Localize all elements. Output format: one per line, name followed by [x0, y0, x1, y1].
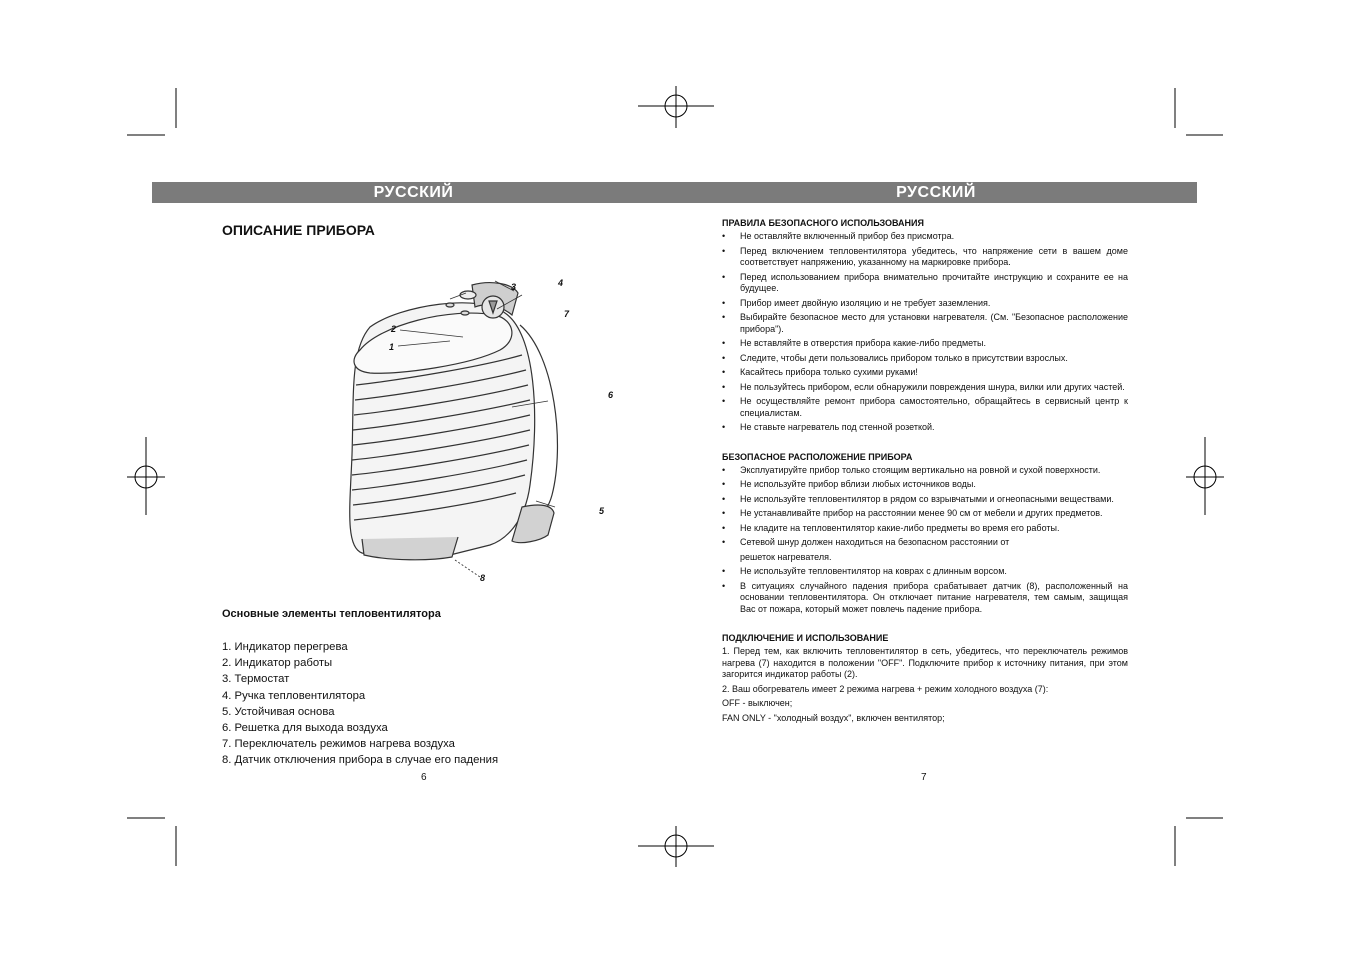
bullet: • [722, 231, 726, 241]
bullet: • [722, 312, 726, 322]
continuation-text: решеток нагревателя. [740, 551, 832, 562]
list-item: • Не используйте тепловентилятор на коврах с длинным ворсом. [722, 566, 1007, 576]
bullet: • [722, 297, 726, 308]
parts-title: Основные элементы тепловентилятора [222, 608, 441, 620]
list-item: • Не оставляйте включенный прибор без присмотра. [722, 231, 955, 241]
list-item: 8. Датчик отключения прибора в случае его падения [222, 754, 499, 767]
bullet: • [722, 367, 726, 377]
list-item: • Не используйте прибор вблизи любых источников воды. [722, 479, 976, 489]
list-item: 4. Ручка тепловентилятора [222, 689, 366, 702]
usage-title: ПОДКЛЮЧЕНИЕ И ИСПОЛЬЗОВАНИЕ [722, 633, 889, 643]
language-header-right: РУССКИЙ [675, 182, 1197, 203]
placement-title: БЕЗОПАСНОЕ РАСПОЛОЖЕНИЕ ПРИБОРА [722, 451, 913, 462]
list-item: • Не кладите на тепловентилятор какие-либо предметы во время его работы. [722, 522, 1060, 533]
list-item: 1. Индикатор перегрева [222, 641, 348, 653]
list-item: 6. Решетка для выхода воздуха [222, 722, 388, 735]
list-item: • Перед включением тепловентилятора убедитесь, что напряжение сети в вашем доме соответствует напряжению, указанному на маркировке прибора. [722, 245, 1128, 267]
list-item: • Не осуществляйте ремонт прибора самостоятельно, обращайтесь в сервисный центр к специалистам. [722, 396, 1128, 418]
parts-list [222, 639, 498, 769]
list-item: • Касайтесь прибора только сухими руками! [722, 367, 918, 377]
usage-paragraph: 1. Перед тем, как включить тепловентилятор в сеть, убедитесь, что переключатель режимов нагрева (7) находится в положении "OFF". Подключите прибор к источнику питания, при этом загорится индикатор работы (2). [722, 646, 1128, 679]
callout-8: 8 [480, 573, 486, 583]
page-number-left: 6 [421, 772, 427, 783]
bullet: • [722, 522, 726, 533]
list-item: • Не вставляйте в отверстия прибора какие-либо предметы. [722, 338, 986, 348]
list-item: 2. Индикатор работы [222, 657, 333, 670]
safety-title: ПРАВИЛА БЕЗОПАСНОГО ИСПОЛЬЗОВАНИЯ [722, 218, 924, 228]
bullet: • [722, 381, 726, 392]
bullet: • [722, 352, 726, 363]
bullet: • [722, 422, 726, 432]
list-item: • Не ставьте нагреватель под стенной розеткой. [722, 422, 935, 432]
usage-paragraph: FAN ONLY - "холодный воздух", включен вентилятор; [722, 712, 945, 723]
list-item: • Выбирайте безопасное место для установки нагревателя. (См. "Безопасное расположение прибора"). [722, 312, 1128, 334]
list-item: 3. Термостат [222, 673, 290, 686]
callout-7: 7 [564, 309, 570, 319]
right-page [722, 217, 1128, 727]
bullet: • [722, 464, 726, 475]
bullet: • [722, 396, 726, 406]
callout-5: 5 [599, 506, 605, 516]
usage-paragraph: OFF - выключен; [722, 698, 793, 708]
callout-3: 3 [511, 282, 517, 292]
callout-6: 6 [608, 390, 614, 400]
callout-4: 4 [558, 278, 564, 288]
bullet: • [722, 245, 726, 256]
list-item: • Не устанавливайте прибор на расстоянии менее 90 см от мебели и других предметов. [722, 508, 1103, 518]
callout-1: 1 [389, 342, 395, 352]
list-item: • Не используйте тепловентилятор в рядом со взрывчатыми и огнеопасными веществами. [722, 493, 1114, 504]
bullet: • [722, 566, 726, 576]
language-header-left: РУССКИЙ [152, 182, 675, 203]
page-number-right: 7 [921, 772, 927, 783]
bullet: • [722, 271, 726, 282]
list-item: • Перед использованием прибора внимательно прочитайте инструкцию и сохраните ее на будущее. [722, 271, 1128, 293]
usage-paragraph: 2. Ваш обогреватель имеет 2 режима нагрева + режим холодного воздуха (7): [722, 683, 1049, 694]
placement-list [722, 465, 1128, 616]
bullet: • [722, 508, 726, 518]
list-item: • Прибор имеет двойную изоляцию и не требует заземления. [722, 297, 991, 308]
list-item: • Следите, чтобы дети пользовались прибором только в присутствии взрослых. [722, 352, 1068, 363]
list-item: • Эксплуатируйте прибор только стоящим вертикально на ровной и сухой поверхности. [722, 464, 1101, 475]
bullet: • [722, 338, 726, 348]
list-item: 5. Устойчивая основа [222, 705, 335, 718]
device-description-title: ОПИСАНИЕ ПРИБОРА [222, 222, 375, 238]
bullet: • [722, 479, 726, 489]
bullet: • [722, 580, 726, 591]
list-item: • В ситуациях случайного падения прибора срабатывает датчик (8), расположенный на основании тепловентилятора. Он отключает питание нагревателя, тем самым, защищая Вас от пожара, который может повлечь падение прибора. [722, 580, 1128, 614]
fan-heater-illustration [290, 255, 614, 583]
list-item: • Сетевой шнур должен находиться на безопасном расстоянии от решеток нагревателя. [722, 537, 1128, 563]
safety-list [722, 231, 1128, 434]
list-item: • Не пользуйтесь прибором, если обнаружили повреждения шнура, вилки или других частей. [722, 381, 1125, 392]
bullet: • [722, 493, 726, 504]
list-item: 7. Переключатель режимов нагрева воздуха [222, 738, 455, 751]
bullet: • [722, 537, 726, 547]
callout-2: 2 [391, 324, 397, 334]
